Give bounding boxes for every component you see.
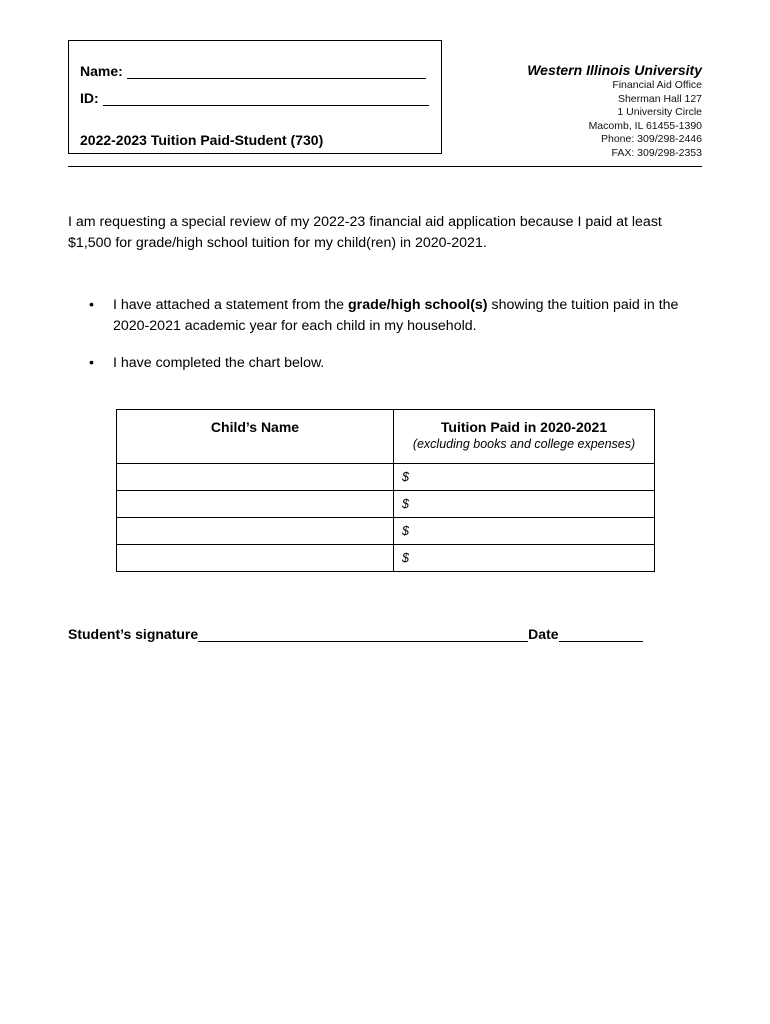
office-address-block [527, 62, 702, 161]
header-divider [68, 166, 702, 167]
tuition-paid-header-note: (excluding books and college expenses) [412, 437, 636, 451]
form-title: 2022-2023 Tuition Paid-Student (730) [80, 132, 324, 148]
child-name-cell[interactable] [117, 491, 394, 518]
office-street: 1 University Circle [617, 106, 702, 119]
student-info-box [68, 40, 442, 154]
date-label: Date [528, 626, 559, 642]
signature-label: Student’s signature [68, 626, 199, 642]
bullet-item-statement [68, 295, 708, 337]
chart-header-row [117, 410, 655, 464]
university-name: Western Illinois University [527, 62, 702, 78]
tuition-amount-cell[interactable]: $ [394, 518, 655, 545]
office-fax: FAX: 309/298-2353 [611, 146, 702, 159]
intro-paragraph: I am requesting a special review of my 2022-23 financial aid application because I paid at least $1,500 for grade/high school tuition for my child(ren) in 2020-2021. [68, 214, 662, 251]
id-field[interactable] [80, 90, 429, 106]
id-blank-line[interactable] [103, 91, 429, 106]
tuition-paid-header [394, 410, 655, 464]
child-name-cell[interactable] [117, 545, 394, 572]
office-building: Sherman Hall 127 [617, 92, 702, 105]
office-phone: Phone: 309/298-2446 [600, 133, 702, 146]
tuition-amount-cell[interactable]: $ [394, 545, 655, 572]
table-row [117, 545, 655, 572]
table-row [117, 518, 655, 545]
child-name-cell[interactable] [117, 518, 394, 545]
bullet-text-before: I have attached a statement from the [113, 297, 349, 313]
name-label: Name: [80, 63, 123, 79]
bullet-dot: • [89, 297, 94, 313]
tuition-amount-cell[interactable]: $ [394, 464, 655, 491]
tuition-chart [116, 409, 655, 572]
office-city: Macomb, IL 61455-1390 [588, 119, 702, 132]
bullet-text-after: showing the tuition paid in the 2020-2021 academic year for each child in my household. [113, 297, 679, 334]
name-field[interactable] [80, 63, 426, 79]
signature-section [68, 626, 643, 642]
table-row [117, 464, 655, 491]
signature-blank-line[interactable] [198, 627, 528, 642]
bullet-text-bold: grade/high school(s) [348, 297, 488, 313]
bullet-dot: • [89, 355, 94, 371]
tuition-amount-cell[interactable]: $ [394, 491, 655, 518]
table-row [117, 491, 655, 518]
child-name-cell[interactable] [117, 464, 394, 491]
office-department: Financial Aid Office [612, 79, 702, 91]
bullet-list [68, 295, 708, 390]
tuition-paid-header-title: Tuition Paid in 2020-2021 [440, 419, 608, 435]
date-blank-line[interactable] [559, 627, 643, 642]
childs-name-header: Child’s Name [117, 410, 394, 464]
id-label: ID: [80, 90, 99, 106]
name-blank-line[interactable] [127, 64, 426, 79]
bullet-item-chart [68, 353, 708, 374]
bullet-text: I have completed the chart below. [113, 355, 325, 371]
